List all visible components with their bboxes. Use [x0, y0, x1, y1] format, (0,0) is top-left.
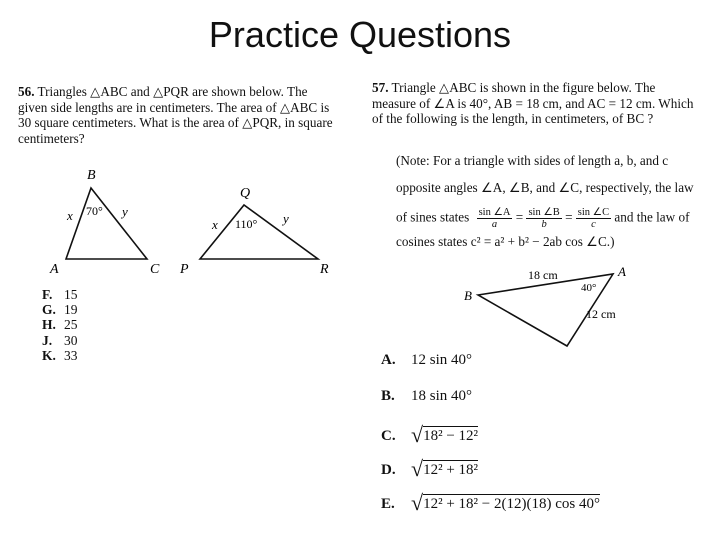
- label-P: P: [180, 262, 189, 277]
- question-text: Triangle △ABC is shown in the figure below. The measure of ∠A is 40°, AB = 18 cm, and AC = 12 cm. Which of the following is the length, in centimeters, of BC ?: [372, 80, 694, 126]
- numerator: sin ∠C: [577, 207, 610, 218]
- question-number: 56.: [18, 84, 35, 99]
- choice-letter: K.: [42, 347, 56, 363]
- note-line: cosines states c² = a² + b² − 2ab cos ∠C.): [396, 234, 615, 249]
- answer-choice[interactable]: [381, 388, 472, 405]
- choice-letter: C.: [381, 428, 396, 444]
- choice-letter: B.: [381, 388, 395, 404]
- choice-letter: D.: [381, 462, 396, 478]
- label-A: A: [618, 264, 626, 279]
- question-text: Triangles △ABC and △PQR are shown below. The given side lengths are in centimeters. The area of △ABC is 30 square centimeters. What is the area of △PQR, in square centimeters?: [18, 84, 333, 146]
- note-line: opposite angles ∠A, ∠B, and ∠C, respectively, the law: [396, 180, 694, 195]
- numerator: sin ∠B: [528, 207, 560, 218]
- triangle-abc: [66, 188, 147, 259]
- choice-value: 15: [64, 287, 78, 302]
- label-x: x: [212, 217, 218, 232]
- note-text: and the law of: [614, 209, 690, 225]
- radical-sign: √: [411, 490, 424, 515]
- answer-choice[interactable]: [381, 422, 478, 448]
- choice-value: 19: [64, 302, 78, 318]
- choice-letter: F.: [42, 287, 53, 302]
- question-number: 57.: [372, 80, 389, 95]
- choice-letter: A.: [381, 352, 396, 368]
- label-B: B: [87, 168, 96, 183]
- angle-label: 40°: [581, 282, 597, 294]
- denominator: a: [491, 219, 498, 230]
- denominator: b: [541, 219, 547, 230]
- numerator: sin ∠A: [478, 207, 511, 218]
- label-y: y: [122, 204, 128, 219]
- answer-choice[interactable]: [42, 302, 78, 317]
- radical-sign: √: [411, 456, 424, 481]
- fraction: [526, 207, 561, 230]
- answer-choice[interactable]: [381, 352, 472, 369]
- label-y: y: [283, 211, 289, 226]
- choice-letter: G.: [42, 302, 56, 318]
- triangle-pqr: [200, 205, 318, 259]
- answer-choice[interactable]: [42, 348, 78, 363]
- choice-letter: E.: [381, 496, 395, 512]
- side-ac-label: 12 cm: [586, 307, 616, 321]
- label-Q: Q: [240, 186, 251, 201]
- choice-value: 30: [64, 332, 78, 348]
- choice-letter: J.: [42, 332, 53, 348]
- angle-label: 70°: [86, 204, 103, 218]
- answer-choices-56: [42, 287, 78, 363]
- angle-label: 110°: [235, 217, 258, 231]
- label-x: x: [67, 208, 73, 223]
- label-A: A: [50, 262, 59, 277]
- note-text: of sines states: [396, 209, 470, 225]
- label-R: R: [320, 262, 329, 277]
- choice-letter: H.: [42, 317, 56, 333]
- answer-choice[interactable]: [42, 317, 78, 332]
- choice-value: 33: [64, 347, 78, 363]
- choice-value: 12² + 18² − 2(12)(18) cos 40°: [423, 496, 600, 512]
- choice-value: 25: [64, 317, 78, 333]
- figure-triangles-56: [0, 0, 360, 290]
- answer-choice[interactable]: [381, 456, 478, 482]
- label-C: C: [150, 262, 160, 277]
- choice-value: 18 sin 40°: [411, 388, 473, 404]
- fraction: [477, 207, 513, 230]
- answer-choice[interactable]: [381, 490, 600, 516]
- note-line: (Note: For a triangle with sides of length a, b, and c: [396, 153, 669, 168]
- side-ab-label: 18 cm: [528, 268, 558, 282]
- page-title: Practice Questions: [208, 14, 512, 55]
- figure-triangle-57: [440, 262, 670, 352]
- answer-choice[interactable]: [42, 333, 78, 348]
- answer-choice[interactable]: [42, 287, 78, 302]
- fraction: [576, 207, 611, 230]
- law-of-sines-line: of sines states $\frac{\sin \angle A}{a}$ = $\frac{\sin \angle B}{b}$ = $\frac{\sin \angle C}{c}$ and the law of: [396, 207, 690, 230]
- denominator: c: [591, 219, 596, 230]
- radical-sign: √: [411, 422, 424, 447]
- choice-value: 12 sin 40°: [411, 352, 473, 368]
- choice-value: 12² + 18²: [423, 462, 479, 478]
- choice-value: 18² − 12²: [423, 428, 479, 444]
- question-57: [372, 80, 698, 127]
- label-B: B: [464, 288, 472, 303]
